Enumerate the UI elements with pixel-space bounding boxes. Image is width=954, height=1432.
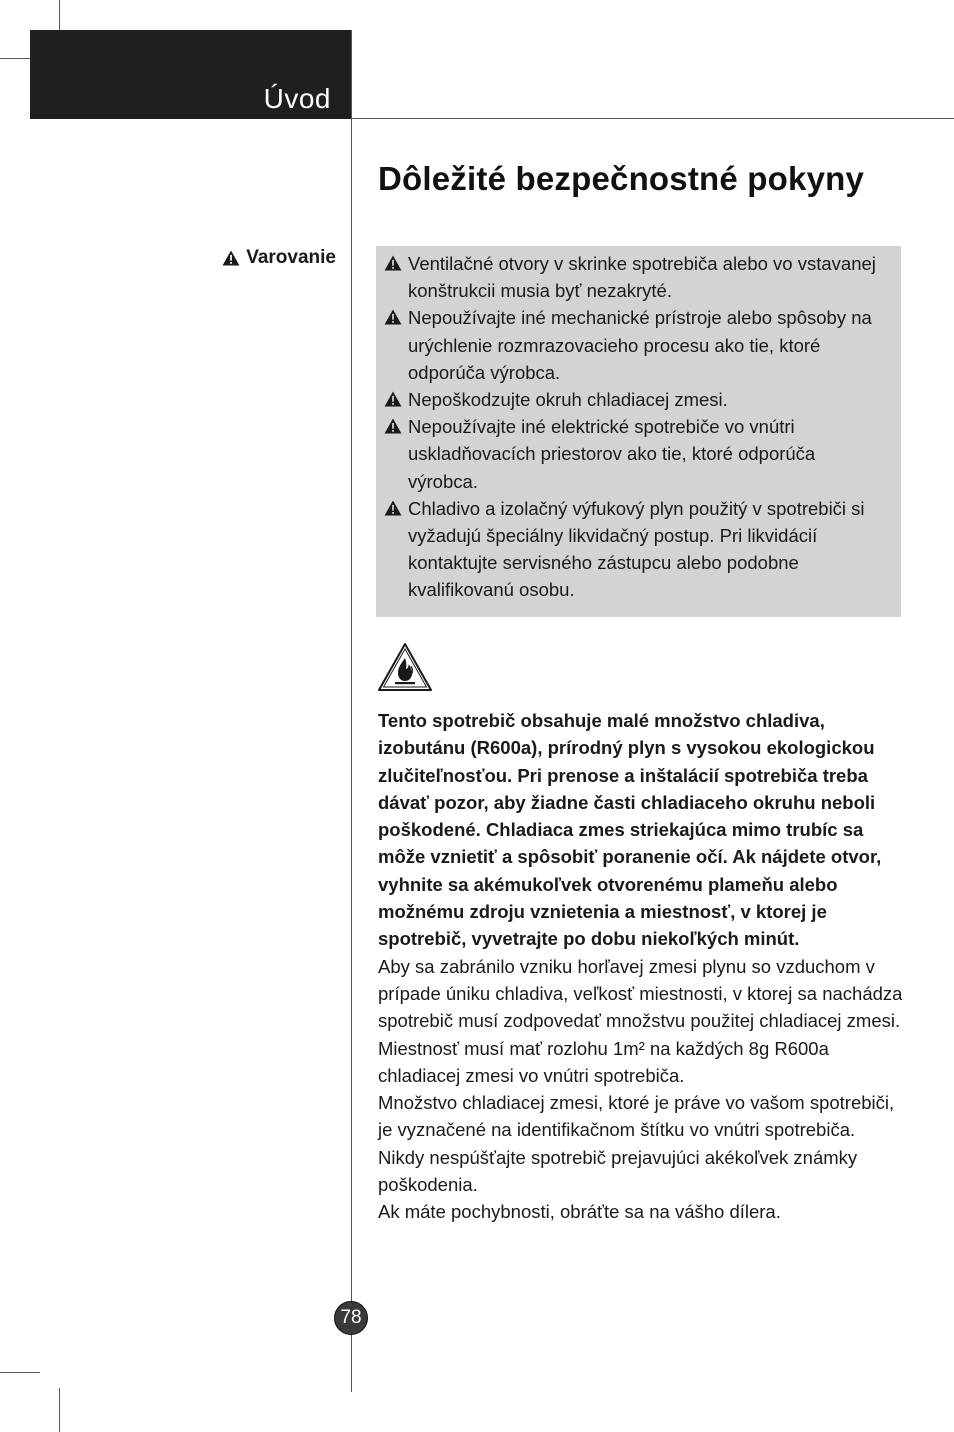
list-item <box>382 304 887 386</box>
warning-side-label <box>222 247 336 269</box>
body-paragraph: Aby sa zabránilo vzniku horľavej zmesi plynu so vzduchom v prípade úniku chladiva, veľkosť miestnosti, v ktorej sa nachádza spotrebič musí zodpovedať množstvu použitej chladiacej zmesi. Miestnosť musí mať rozlohu 1m² na každých 8g R600a chladiacej zmesi vo vnútri spotrebiča. <box>378 955 903 1086</box>
section-tab <box>30 30 351 119</box>
warning-item-text: Nepoškodzujte okruh chladiacej zmesi. <box>408 389 728 411</box>
warning-triangle-icon <box>222 250 240 266</box>
list-item <box>382 386 887 413</box>
warning-box <box>376 246 901 617</box>
warning-triangle-icon <box>384 391 402 407</box>
warning-triangle-icon <box>384 309 402 325</box>
body-paragraph: Nikdy nespúšťajte spotrebič prejavujúci akékoľvek známky poškodenia. <box>378 1146 858 1196</box>
warning-item-text: Nepoužívajte iné mechanické prístroje alebo spôsoby na urýchlenie rozmrazovacieho procesu ako tie, ktoré odporúča výrobca. <box>408 307 872 383</box>
crop-mark <box>59 0 60 30</box>
crop-mark <box>0 58 30 59</box>
warning-item-text: Ventilačné otvory v skrinke spotrebiča alebo vo vstavanej konštrukcii musia byť nezakryté. <box>408 253 876 302</box>
list-item <box>382 495 887 604</box>
page-title: Dôležité bezpečnostné pokyny <box>378 160 865 197</box>
list-item <box>382 413 887 495</box>
flammable-info-text <box>378 707 908 1226</box>
warning-item-text: Nepoužívajte iné elektrické spotrebiče vo vnútri uskladňovacích priestorov ako tie, ktoré odporúča výrobca. <box>408 416 816 492</box>
list-item <box>382 250 887 304</box>
crop-mark <box>0 1372 40 1373</box>
flammable-warning-paragraph: Tento spotrebič obsahuje malé množstvo chladiva, izobutánu (R600a), prírodný plyn s vysokou ekologickou zlučiteľnosťou. Pri prenose a inštalácií spotrebiča treba dávať pozor, aby žiadne časti chladiaceho okruhu neboli poškodené. Chladiaca zmes striekajúca mimo trubíc sa môže vznietiť a spôsobiť poranenie očí. Ak nájdete otvor, vyhnite sa akémukoľvek otvorenému plameňu alebo možnému zdroju vznietenia a miestnosť, v ktorej je spotrebič, vyvetrajte po dobu niekoľkých minút. <box>378 710 882 950</box>
warning-label: Varovanie <box>246 247 336 268</box>
header-rule <box>351 118 954 119</box>
flammable-hazard-icon <box>377 642 433 692</box>
warning-list <box>382 250 887 604</box>
warning-item-text: Chladivo a izolačný výfukový plyn použitý v spotrebiči si vyžadujú špeciálny likvidačný postup. Pri likvidácií kontaktujte servisného zástupcu alebo podobne kvalifikovanú osobu. <box>408 497 865 601</box>
page-number: 78 <box>334 1301 368 1335</box>
section-tab-label: Úvod <box>263 83 331 114</box>
warning-triangle-icon <box>384 255 402 271</box>
body-paragraph: Ak máte pochybnosti, obráťte sa na vášho dílera. <box>378 1201 781 1223</box>
crop-mark <box>59 1388 60 1432</box>
warning-triangle-icon <box>384 418 402 434</box>
page-divider-line <box>351 30 352 1392</box>
warning-triangle-icon <box>384 500 402 516</box>
body-paragraph: Množstvo chladiacej zmesi, ktoré je práve vo vašom spotrebiči, je vyznačené na identifikačnom štítku vo vnútri spotrebiča. <box>378 1092 895 1141</box>
